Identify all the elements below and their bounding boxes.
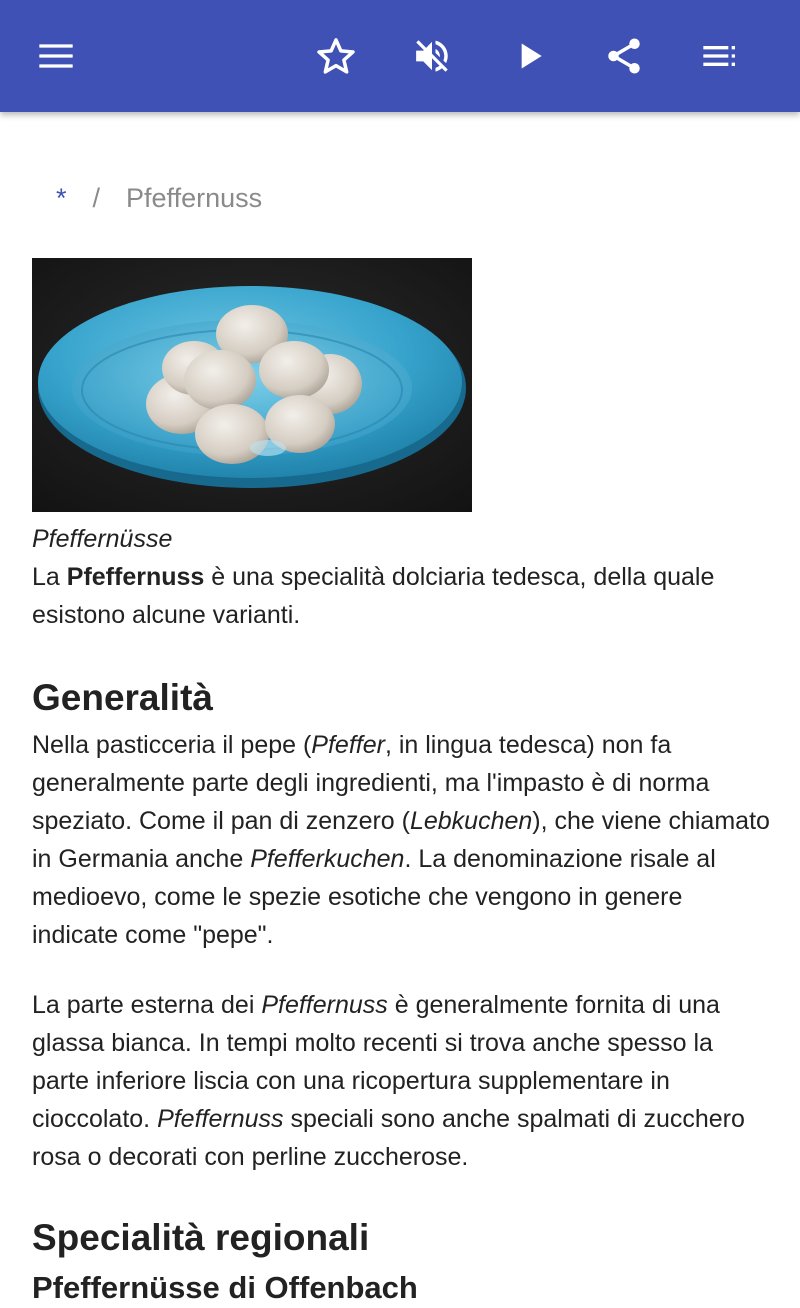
hamburger-menu-icon bbox=[36, 36, 76, 76]
intro-term: Pfeffernuss bbox=[66, 563, 205, 591]
intro-text: La bbox=[32, 563, 67, 591]
para-italic-term: Pfeffernuss bbox=[157, 1105, 284, 1133]
mute-button[interactable] bbox=[404, 28, 460, 84]
play-button[interactable] bbox=[502, 28, 558, 84]
pfeffernuesse-photo[interactable] bbox=[32, 258, 472, 512]
subsection-heading-offenbach: Pfeffernüsse di Offenbach bbox=[32, 1270, 418, 1305]
table-of-contents-icon bbox=[700, 36, 740, 76]
para-italic-term: Lebkuchen bbox=[409, 807, 533, 835]
breadcrumb-home-link[interactable]: * bbox=[56, 183, 67, 213]
intro-text-rest: è una specialità dolciaria tedesca, della quale esistono alcune varianti. bbox=[32, 563, 715, 629]
breadcrumb-current: Pfeffernuss bbox=[126, 183, 263, 213]
menu-button[interactable] bbox=[28, 28, 84, 84]
generalita-paragraph-1 bbox=[32, 726, 772, 954]
table-of-contents-button[interactable] bbox=[692, 28, 748, 84]
app-toolbar bbox=[0, 0, 800, 112]
para-text: , in lingua tedesca) non fa generalmente parte degli ingredienti, ma l'impasto è di norma speziato. Come il pan di zenzero ( bbox=[32, 731, 710, 835]
para-italic-term: Pfeffer bbox=[311, 731, 385, 759]
para-text: speciali sono anche spalmati di zucchero rosa o decorati con perline zuccherose. bbox=[32, 1105, 745, 1171]
figure-caption: Pfeffernüsse bbox=[32, 525, 173, 553]
para-text: . La denominazione risale al medioevo, come le spezie esotiche che vengono in genere indicate come "pepe". bbox=[32, 845, 716, 949]
para-text: è generalmente fornita di una glassa bianca. In tempi molto recenti si trova anche spesso la parte inferiore liscia con una ricopertura supplementare in cioccolato. bbox=[32, 991, 720, 1133]
section-heading-specialita-regionali: Specialità regionali bbox=[32, 1217, 370, 1258]
section-heading-generalita: Generalità bbox=[32, 677, 213, 718]
para-italic-term: Pfeffernuss bbox=[261, 991, 388, 1019]
volume-off-icon bbox=[411, 35, 453, 77]
para-text: ), che viene chiamato in Germania anche bbox=[32, 807, 770, 873]
para-text: Nella pasticceria il pepe ( bbox=[32, 731, 312, 759]
article-content bbox=[0, 112, 800, 1305]
para-italic-term: Pfefferkuchen bbox=[250, 845, 405, 873]
intro-paragraph bbox=[32, 558, 772, 634]
star-outline-icon bbox=[315, 35, 357, 77]
breadcrumb bbox=[56, 176, 262, 220]
para-text: La parte esterna dei bbox=[32, 991, 262, 1019]
generalita-paragraph-2 bbox=[32, 986, 772, 1176]
favorite-button[interactable] bbox=[308, 28, 364, 84]
share-icon bbox=[603, 35, 645, 77]
share-button[interactable] bbox=[596, 28, 652, 84]
breadcrumb-separator: / bbox=[92, 183, 101, 213]
play-icon bbox=[510, 36, 550, 76]
